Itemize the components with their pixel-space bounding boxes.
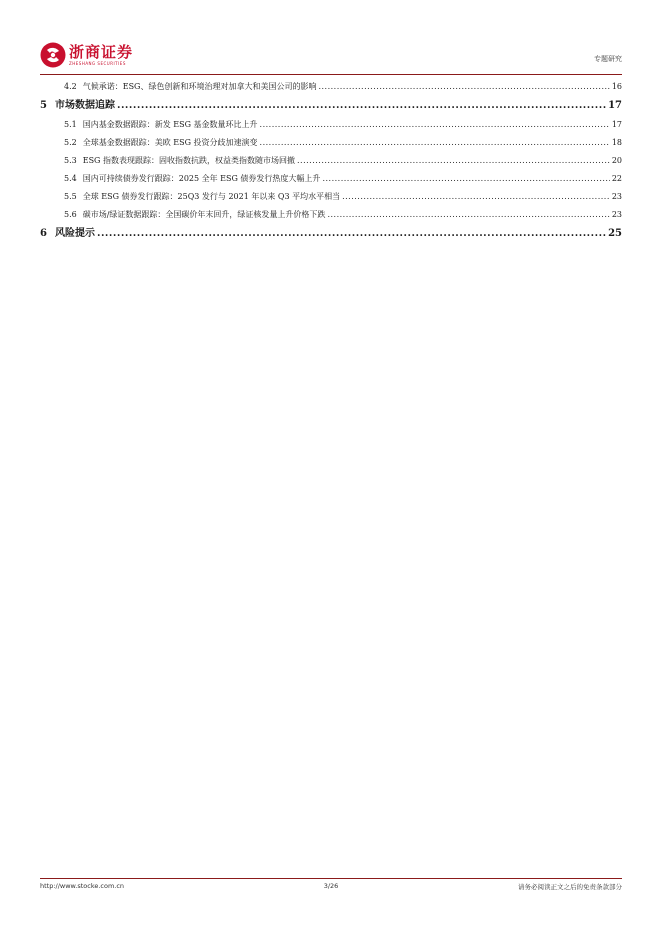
- toc-dot-leader: [322, 170, 609, 188]
- toc-entry-label: [64, 170, 320, 188]
- toc-section-entry[interactable]: [40, 78, 622, 96]
- toc-entry-page: 22: [611, 174, 622, 183]
- toc-entry-number: 5.4: [64, 174, 77, 183]
- brand-name-en: ZHESHANG SECURITIES: [69, 60, 126, 66]
- toc-entry-label: [64, 134, 258, 152]
- disclaimer-text: 请务必阅读正文之后的免责条款部分: [518, 883, 622, 891]
- toc-dot-leader: [342, 188, 610, 206]
- toc-dot-leader: [297, 152, 610, 170]
- toc-dot-leader: [97, 224, 606, 244]
- toc-dot-leader: [318, 78, 609, 96]
- toc-entry-number: 5.3: [64, 156, 77, 165]
- toc-section-entry[interactable]: [40, 170, 622, 188]
- brand-logo: [40, 42, 133, 68]
- toc-dot-leader: [117, 96, 606, 116]
- toc-entry-title: ESG 指数表现跟踪：固收指数抗跌，权益类指数随市场回撤: [82, 156, 295, 165]
- toc-entry-page: 16: [611, 82, 622, 91]
- toc-entry-page: 17: [611, 120, 622, 129]
- toc-chapter-entry[interactable]: [40, 96, 622, 116]
- page-number: 3/26: [323, 882, 339, 890]
- toc-entry-number: 5: [40, 100, 47, 111]
- toc-entry-page: 17: [608, 100, 622, 111]
- toc-section-entry[interactable]: [40, 152, 622, 170]
- brand-logo-icon: [40, 42, 66, 68]
- toc-section-entry[interactable]: [40, 134, 622, 152]
- toc-entry-page: 23: [611, 192, 622, 201]
- toc-entry-title: 气候承诺：ESG、绿色创新和环境治理对加拿大和美国公司的影响: [82, 82, 317, 91]
- toc-section-entry[interactable]: [40, 116, 622, 134]
- header-divider: [40, 74, 622, 75]
- footer-divider: [40, 878, 622, 879]
- toc-entry-label: [40, 96, 115, 116]
- toc-entry-number: 4.2: [64, 82, 77, 91]
- toc-entry-title: 国内基金数据跟踪：新发 ESG 基金数量环比上升: [82, 120, 258, 129]
- brand-name-cn: 浙商证券: [69, 42, 134, 61]
- toc-entry-page: 23: [611, 210, 622, 219]
- toc-entry-number: 6: [40, 228, 47, 239]
- toc-entry-label: [64, 188, 340, 206]
- toc-section-entry[interactable]: [40, 188, 622, 206]
- toc-entry-title: 风险提示: [54, 228, 95, 239]
- toc-dot-leader: [260, 134, 610, 152]
- section-label: 专题研究: [594, 55, 622, 63]
- page-footer: [40, 882, 622, 894]
- toc-dot-leader: [327, 206, 609, 224]
- toc-entry-number: 5.5: [64, 192, 77, 201]
- toc-dot-leader: [260, 116, 610, 134]
- toc-entry-number: 5.6: [64, 210, 77, 219]
- toc-entry-title: 全球基金数据跟踪：美欧 ESG 投资分歧加速演变: [82, 138, 258, 147]
- toc-section-entry[interactable]: [40, 206, 622, 224]
- footer-url-link[interactable]: http://www.stocke.com.cn: [40, 882, 125, 890]
- toc-entry-label: [64, 116, 258, 134]
- toc-entry-label: [64, 78, 316, 96]
- toc-entry-number: 5.2: [64, 138, 77, 147]
- toc-entry-page: 20: [611, 156, 622, 165]
- toc-entry-label: [40, 224, 95, 244]
- toc-entry-number: 5.1: [64, 120, 77, 129]
- page-header: [40, 40, 622, 72]
- toc-entry-title: 碳市场/绿证数据跟踪：全国碳价年末回升，绿证核发量上升价格下跌: [82, 210, 326, 219]
- toc-entry-title: 全球 ESG 债券发行跟踪：25Q3 发行与 2021 年以来 Q3 平均水平相当: [82, 192, 341, 201]
- toc-entry-label: [64, 152, 295, 170]
- table-of-contents: [40, 78, 622, 244]
- toc-entry-title: 市场数据追踪: [54, 100, 115, 111]
- toc-entry-page: 18: [611, 138, 622, 147]
- toc-chapter-entry[interactable]: [40, 224, 622, 244]
- toc-entry-label: [64, 206, 325, 224]
- toc-entry-title: 国内可持续债券发行跟踪：2025 全年 ESG 债券发行热度大幅上升: [82, 174, 321, 183]
- toc-entry-page: 25: [608, 228, 622, 239]
